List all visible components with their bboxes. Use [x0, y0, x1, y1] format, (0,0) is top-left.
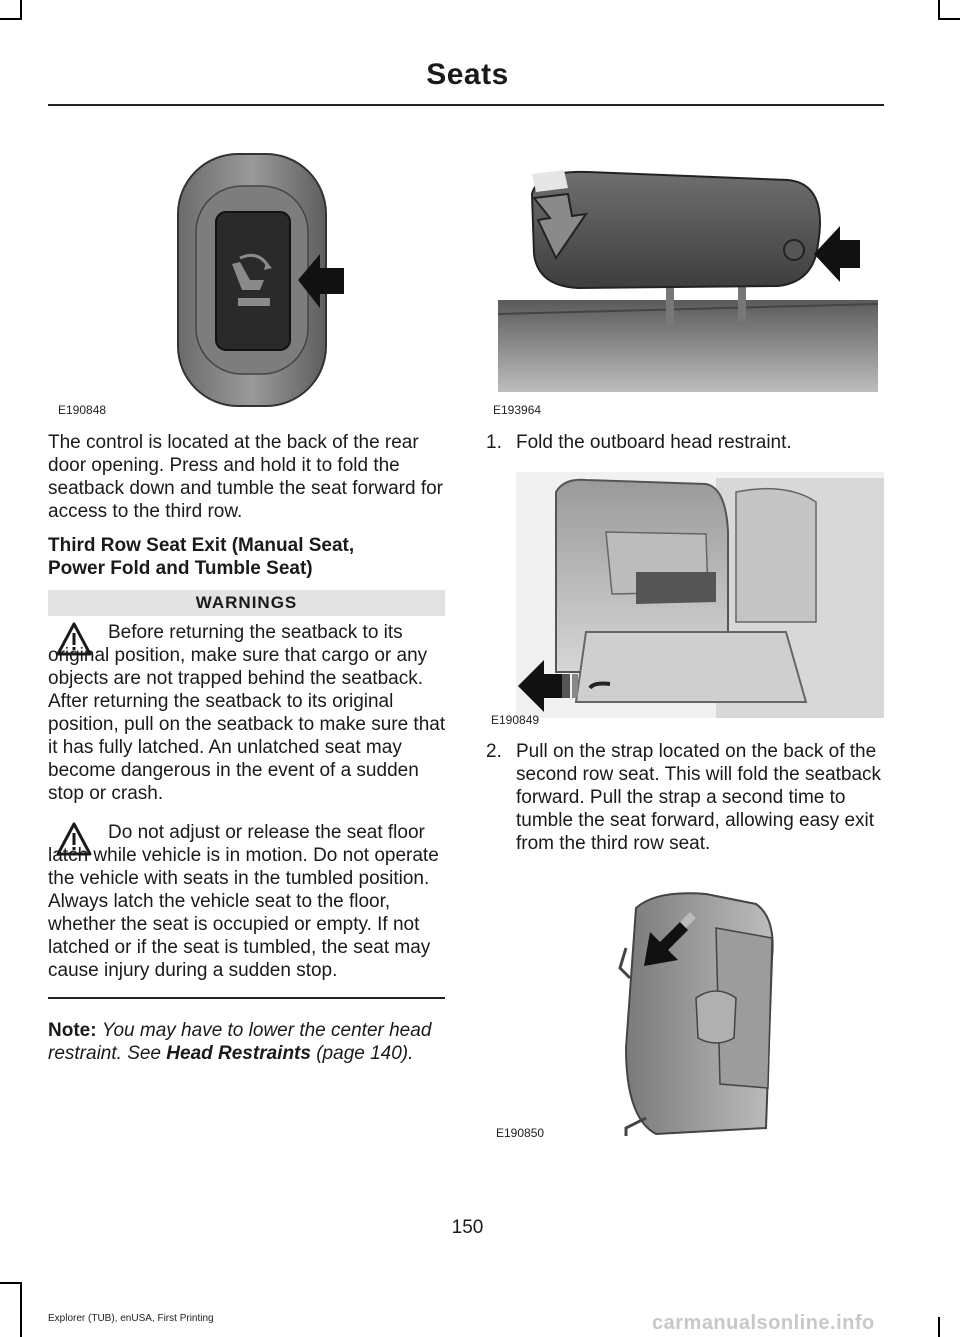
crop-mark: [20, 1282, 22, 1337]
step-text: Pull on the strap located on the back of the second row seat. This will fold the seatback forward. Pull the strap a second time to tumble the seat forward, allowing easy exit from the third row seat.: [516, 741, 882, 854]
warnings-rule: [48, 997, 445, 999]
step-number: 2.: [486, 741, 502, 762]
figure-code: E193964: [493, 403, 542, 417]
intro-paragraph: The control is located at the back of the rear door opening. Press and hold it to fold the seatback down and tumble the seat forward for access to the third row.: [48, 432, 444, 522]
note-label: Note:: [48, 1020, 97, 1041]
note-text: You may have to lower the center head restraint. See: [48, 1020, 432, 1064]
crop-mark: [20, 0, 22, 20]
warning-text: Before returning the seatback to its original position, make sure that cargo or any objects are not trapped behind the seatback. After returning the seatback to its original position, pull on the seatback to make sure that it has fully latched. An unlatched seat may become dangerous in the event of a sudden stop or crash.: [48, 622, 446, 804]
figure-code: E190848: [58, 403, 107, 417]
step-number: 1.: [486, 432, 502, 453]
step-text: Fold the outboard head restraint.: [516, 432, 792, 453]
head-restraint-illustration: [498, 164, 884, 396]
seat-control-illustration: [176, 152, 346, 408]
header-rule: [48, 104, 884, 106]
crop-mark: [938, 18, 960, 20]
note-paragraph: [48, 1019, 446, 1065]
section-heading: Third Row Seat Exit (Manual Seat, Power Fold and Tumble Seat): [48, 535, 355, 579]
crop-mark: [938, 1317, 940, 1337]
crop-mark: [0, 1282, 22, 1284]
figure-code: E190850: [496, 1126, 545, 1140]
watermark: carmanualsonline.info: [652, 1312, 875, 1334]
note-page-ref: (page 140).: [316, 1043, 414, 1064]
crop-mark: [0, 18, 22, 20]
footer-text: Explorer (TUB), enUSA, First Printing: [48, 1313, 214, 1324]
note-link[interactable]: Head Restraints: [166, 1043, 311, 1064]
second-row-seat-illustration: [516, 472, 884, 718]
warnings-title: WARNINGS: [48, 590, 445, 616]
page-number: 150: [451, 1217, 484, 1238]
warning-text: Do not adjust or release the seat floor latch while vehicle is in motion. Do not operate the vehicle with seats in the tumbled position. Always latch the vehicle seat to the floor, whether the seat is occupied or empty. If not latched or if the seat is tumbled, the seat may cause injury during a sudden stop.: [48, 822, 439, 981]
section-title: Seats: [426, 58, 509, 91]
crop-mark: [938, 0, 940, 20]
step-2: [486, 740, 884, 880]
tumbled-seat-illustration: [596, 888, 788, 1142]
figure-code: E190849: [491, 713, 540, 727]
step-1: [486, 431, 884, 455]
